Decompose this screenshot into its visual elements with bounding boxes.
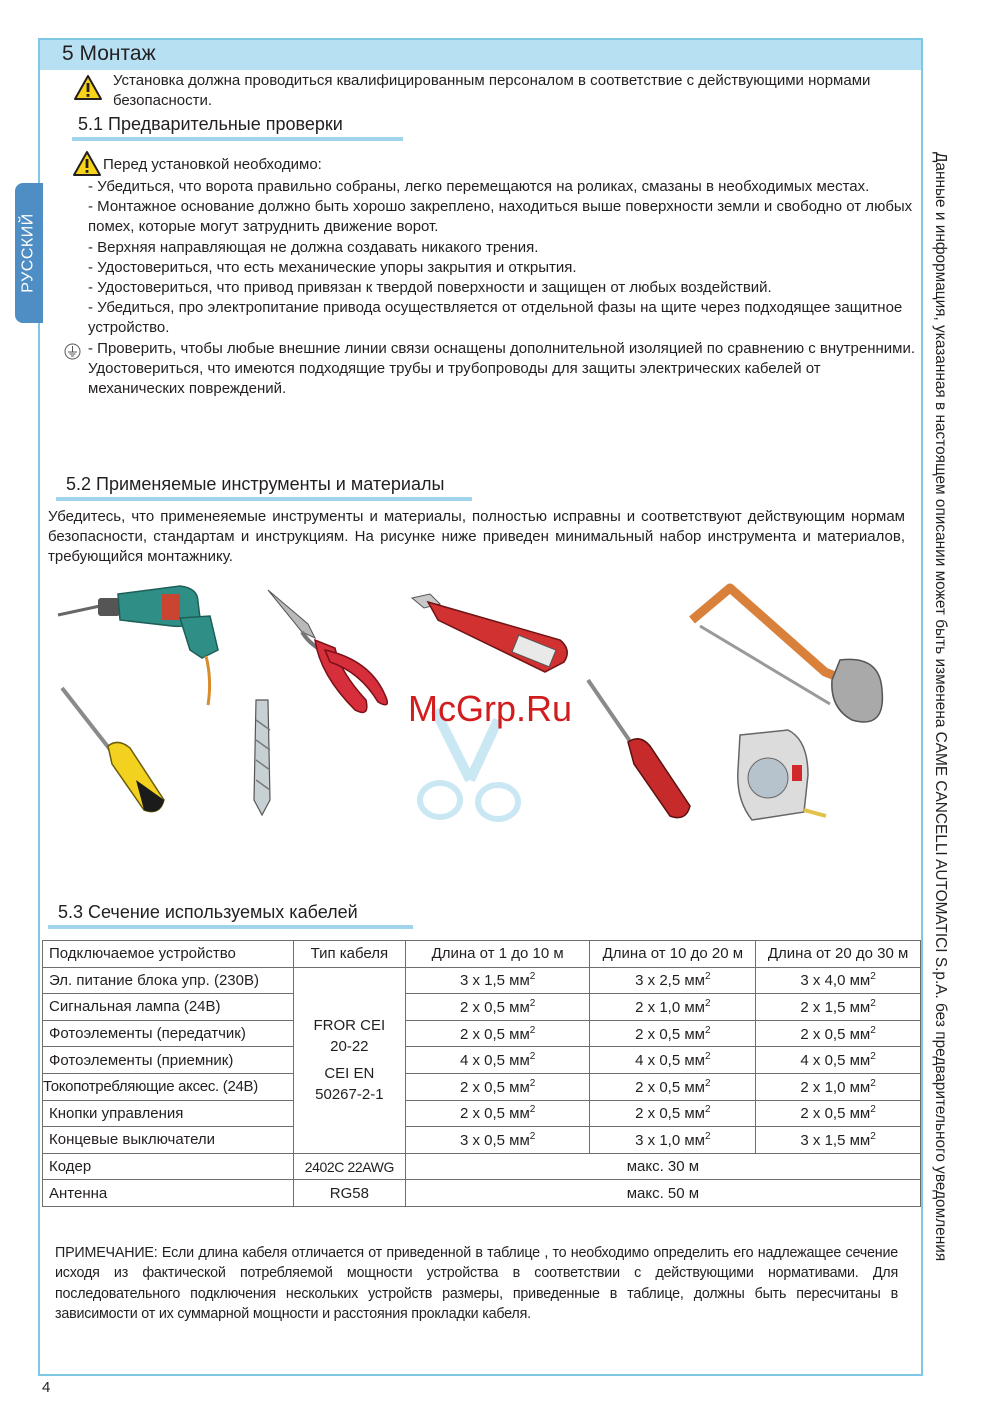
value-cell: 2 x 0,5 $мм^2$ — [590, 1020, 756, 1047]
device-cell: Фотоэлементы (передатчик) — [43, 1020, 294, 1047]
value-cell: 2 x 0,5 $мм^2$ — [590, 1073, 756, 1100]
device-cell: Кнопки управления — [43, 1100, 294, 1127]
cable-type-group-cell — [293, 967, 405, 1153]
value-cell: 3 x 1,0 $мм^2$ — [590, 1127, 756, 1154]
tools-title: 5.2 Применяемые инструменты и материалы — [66, 474, 445, 494]
device-cell: Сигнальная лампа (24В) — [43, 994, 294, 1021]
value-cell: 2 x 0,5 $мм^2$ — [405, 1073, 590, 1100]
side-disclaimer-text: Данные и информация, указанная в настоящем описании может быть изменена CAME CANCELLI AUTOMATICI S.p.A. без предварительного уведомления — [932, 152, 949, 1262]
ground-icon — [64, 343, 81, 360]
value-cell: 2 x 0,5 $мм^2$ — [756, 1020, 921, 1047]
value-cell: 2 x 0,5 $мм^2$ — [405, 994, 590, 1021]
checks-lead: Перед установкой необходимо: — [103, 156, 322, 173]
column-header: Длина от 20 до 30 м — [756, 941, 921, 968]
pliers-icon — [268, 590, 387, 712]
safety-warning-text: Установка должна проводиться квалифицированным персоналом в соответствие с действующими нормами безопасности. — [113, 72, 871, 109]
value-cell: 4 x 0,5 $мм^2$ — [756, 1047, 921, 1074]
table-row — [43, 1100, 921, 1127]
tape-measure-icon — [738, 730, 826, 820]
table-row — [43, 1127, 921, 1154]
hacksaw-icon — [692, 588, 882, 722]
value-cell: макс. 30 м — [405, 1153, 920, 1180]
value-cell: макс. 50 м — [405, 1180, 920, 1207]
value-cell: 3 x 1,5 $мм^2$ — [405, 967, 590, 994]
table-row — [43, 1020, 921, 1047]
column-header: Длина от 10 до 20 м — [590, 941, 756, 968]
warning-icon — [72, 150, 102, 177]
table-row — [43, 967, 921, 994]
cable-type-line: FROR CEI — [313, 1017, 386, 1035]
value-cell: 2 x 1,0 $мм^2$ — [756, 1073, 921, 1100]
cable-table — [42, 940, 921, 1207]
table-row — [43, 1047, 921, 1074]
watermark: McGrp.Ru — [408, 688, 573, 729]
device-cell: Антенна — [43, 1180, 294, 1207]
tools-title-underline — [56, 497, 472, 501]
tools-text: Убедитесь, что применеяемые инструменты и материалы, полностью исправны и соответствуют действующим нормам безопасности, стандартам и инструкциям. На рисунке ниже приведен минимальный набор инструмента и материалов, требующийся монтажнику. — [48, 508, 905, 566]
value-cell: 4 x 0,5 $мм^2$ — [590, 1047, 756, 1074]
list-item: - Удостовериться, что есть механические упоры закрытия и открытия. — [88, 258, 577, 276]
language-tab-label: РУССКИЙ — [20, 213, 38, 293]
cables-title: 5.3 Сечение используемых кабелей — [58, 902, 358, 922]
checks-title-underline — [72, 137, 403, 141]
page-number: 4 — [42, 1379, 51, 1396]
list-item: - Убедиться, что ворота правильно собраны, легко перемещаются на роликах, смазаны в необходимых местах. — [88, 178, 870, 195]
drill-icon — [58, 586, 218, 705]
note-text: ПРИМЕЧАНИЕ: Если длина кабеля отличается от приведенной в таблице , то необходимо определить его надлежащее сечение исходя из фактической потребляемой мощности устройства в соответствии с действующими нормативами. Для последовательного подключения нескольких устройств размеры, приведенные в таблице, должны быть пересчитаны в зависимости от их суммарной мощности и расстояния прокладки кабеля. — [55, 1245, 898, 1322]
list-item: - Проверить, чтобы любые внешние линии связи оснащены дополнительной изоляцией по сравнению с внутренними. — [88, 339, 916, 357]
cable-type-cell: RG58 — [293, 1180, 405, 1207]
table-row — [43, 994, 921, 1021]
cable-type-cell: 2402C 22AWG — [293, 1153, 405, 1180]
checks-list — [88, 177, 918, 399]
warning-icon — [73, 74, 103, 101]
utility-knife-icon — [412, 594, 567, 672]
column-header: Подключаемое устройство — [43, 941, 294, 968]
value-cell: 2 x 0,5 $мм^2$ — [756, 1100, 921, 1127]
table-row — [43, 1180, 921, 1207]
device-cell: Кодер — [43, 1153, 294, 1180]
language-tab-label-wrap — [15, 183, 43, 323]
column-header: Длина от 1 до 10 м — [405, 941, 590, 968]
table-header-row — [43, 941, 921, 968]
drill-bit-icon — [254, 700, 270, 815]
list-item: Удостовериться, что имеются подходящие трубы и трубопроводы для защиты электрических кабелей от механических повреждений. — [88, 359, 821, 398]
value-cell: 3 x 4,0 $мм^2$ — [756, 967, 921, 994]
device-cell: Токопотребляющие аксес. (24В) — [43, 1073, 294, 1100]
cables-title-underline — [48, 925, 413, 929]
value-cell: 3 x 0,5 $мм^2$ — [405, 1127, 590, 1154]
list-item: - Верхняя направляющая не должна создавать никакого трения. — [88, 238, 539, 256]
list-item: - Удостовериться, что привод привязан к твердой поверхности и защищен от любых воздействий. — [88, 279, 772, 297]
tools-illustration — [40, 580, 920, 880]
list-item: - Убедиться, про электропитание привода осуществляется от отдельной фазы на щите через подходящее защитное устройство. — [88, 299, 903, 337]
value-cell: 2 x 0,5 $мм^2$ — [590, 1100, 756, 1127]
value-cell: 2 x 0,5 $мм^2$ — [405, 1100, 590, 1127]
screwdriver-icon — [588, 680, 690, 818]
value-cell: 3 x 2,5 $мм^2$ — [590, 967, 756, 994]
value-cell: 2 x 0,5 $мм^2$ — [405, 1020, 590, 1047]
checks-title: 5.1 Предварительные проверки — [78, 114, 343, 134]
table-row — [43, 1073, 921, 1100]
value-cell: 4 x 0,5 $мм^2$ — [405, 1047, 590, 1074]
cable-type-line: 20-22 — [330, 1038, 369, 1056]
list-item: - Монтажное основание должно быть хорошо закреплено, находиться выше поверхности земли и свободно от любых помех, которые могут затруднить движение ворот. — [88, 198, 913, 236]
value-cell: 3 x 1,5 $мм^2$ — [756, 1127, 921, 1154]
table-row — [43, 1153, 921, 1180]
column-header: Тип кабеля — [293, 941, 405, 968]
value-cell: 2 x 1,0 $мм^2$ — [590, 994, 756, 1021]
section-header-bar — [40, 40, 921, 70]
device-cell: Концевые выключатели — [43, 1127, 294, 1154]
screwdriver-icon — [62, 688, 164, 812]
side-disclaimer — [925, 152, 949, 1377]
cable-type-line: CEI EN — [324, 1065, 375, 1083]
device-cell: Эл. питание блока упр. (230В) — [43, 967, 294, 994]
cable-type-line: 50267-2-1 — [315, 1086, 384, 1104]
device-cell: Фотоэлементы (приемник) — [43, 1047, 294, 1074]
value-cell: 2 x 1,5 $мм^2$ — [756, 994, 921, 1021]
section-title: 5 Монтаж — [62, 42, 156, 65]
